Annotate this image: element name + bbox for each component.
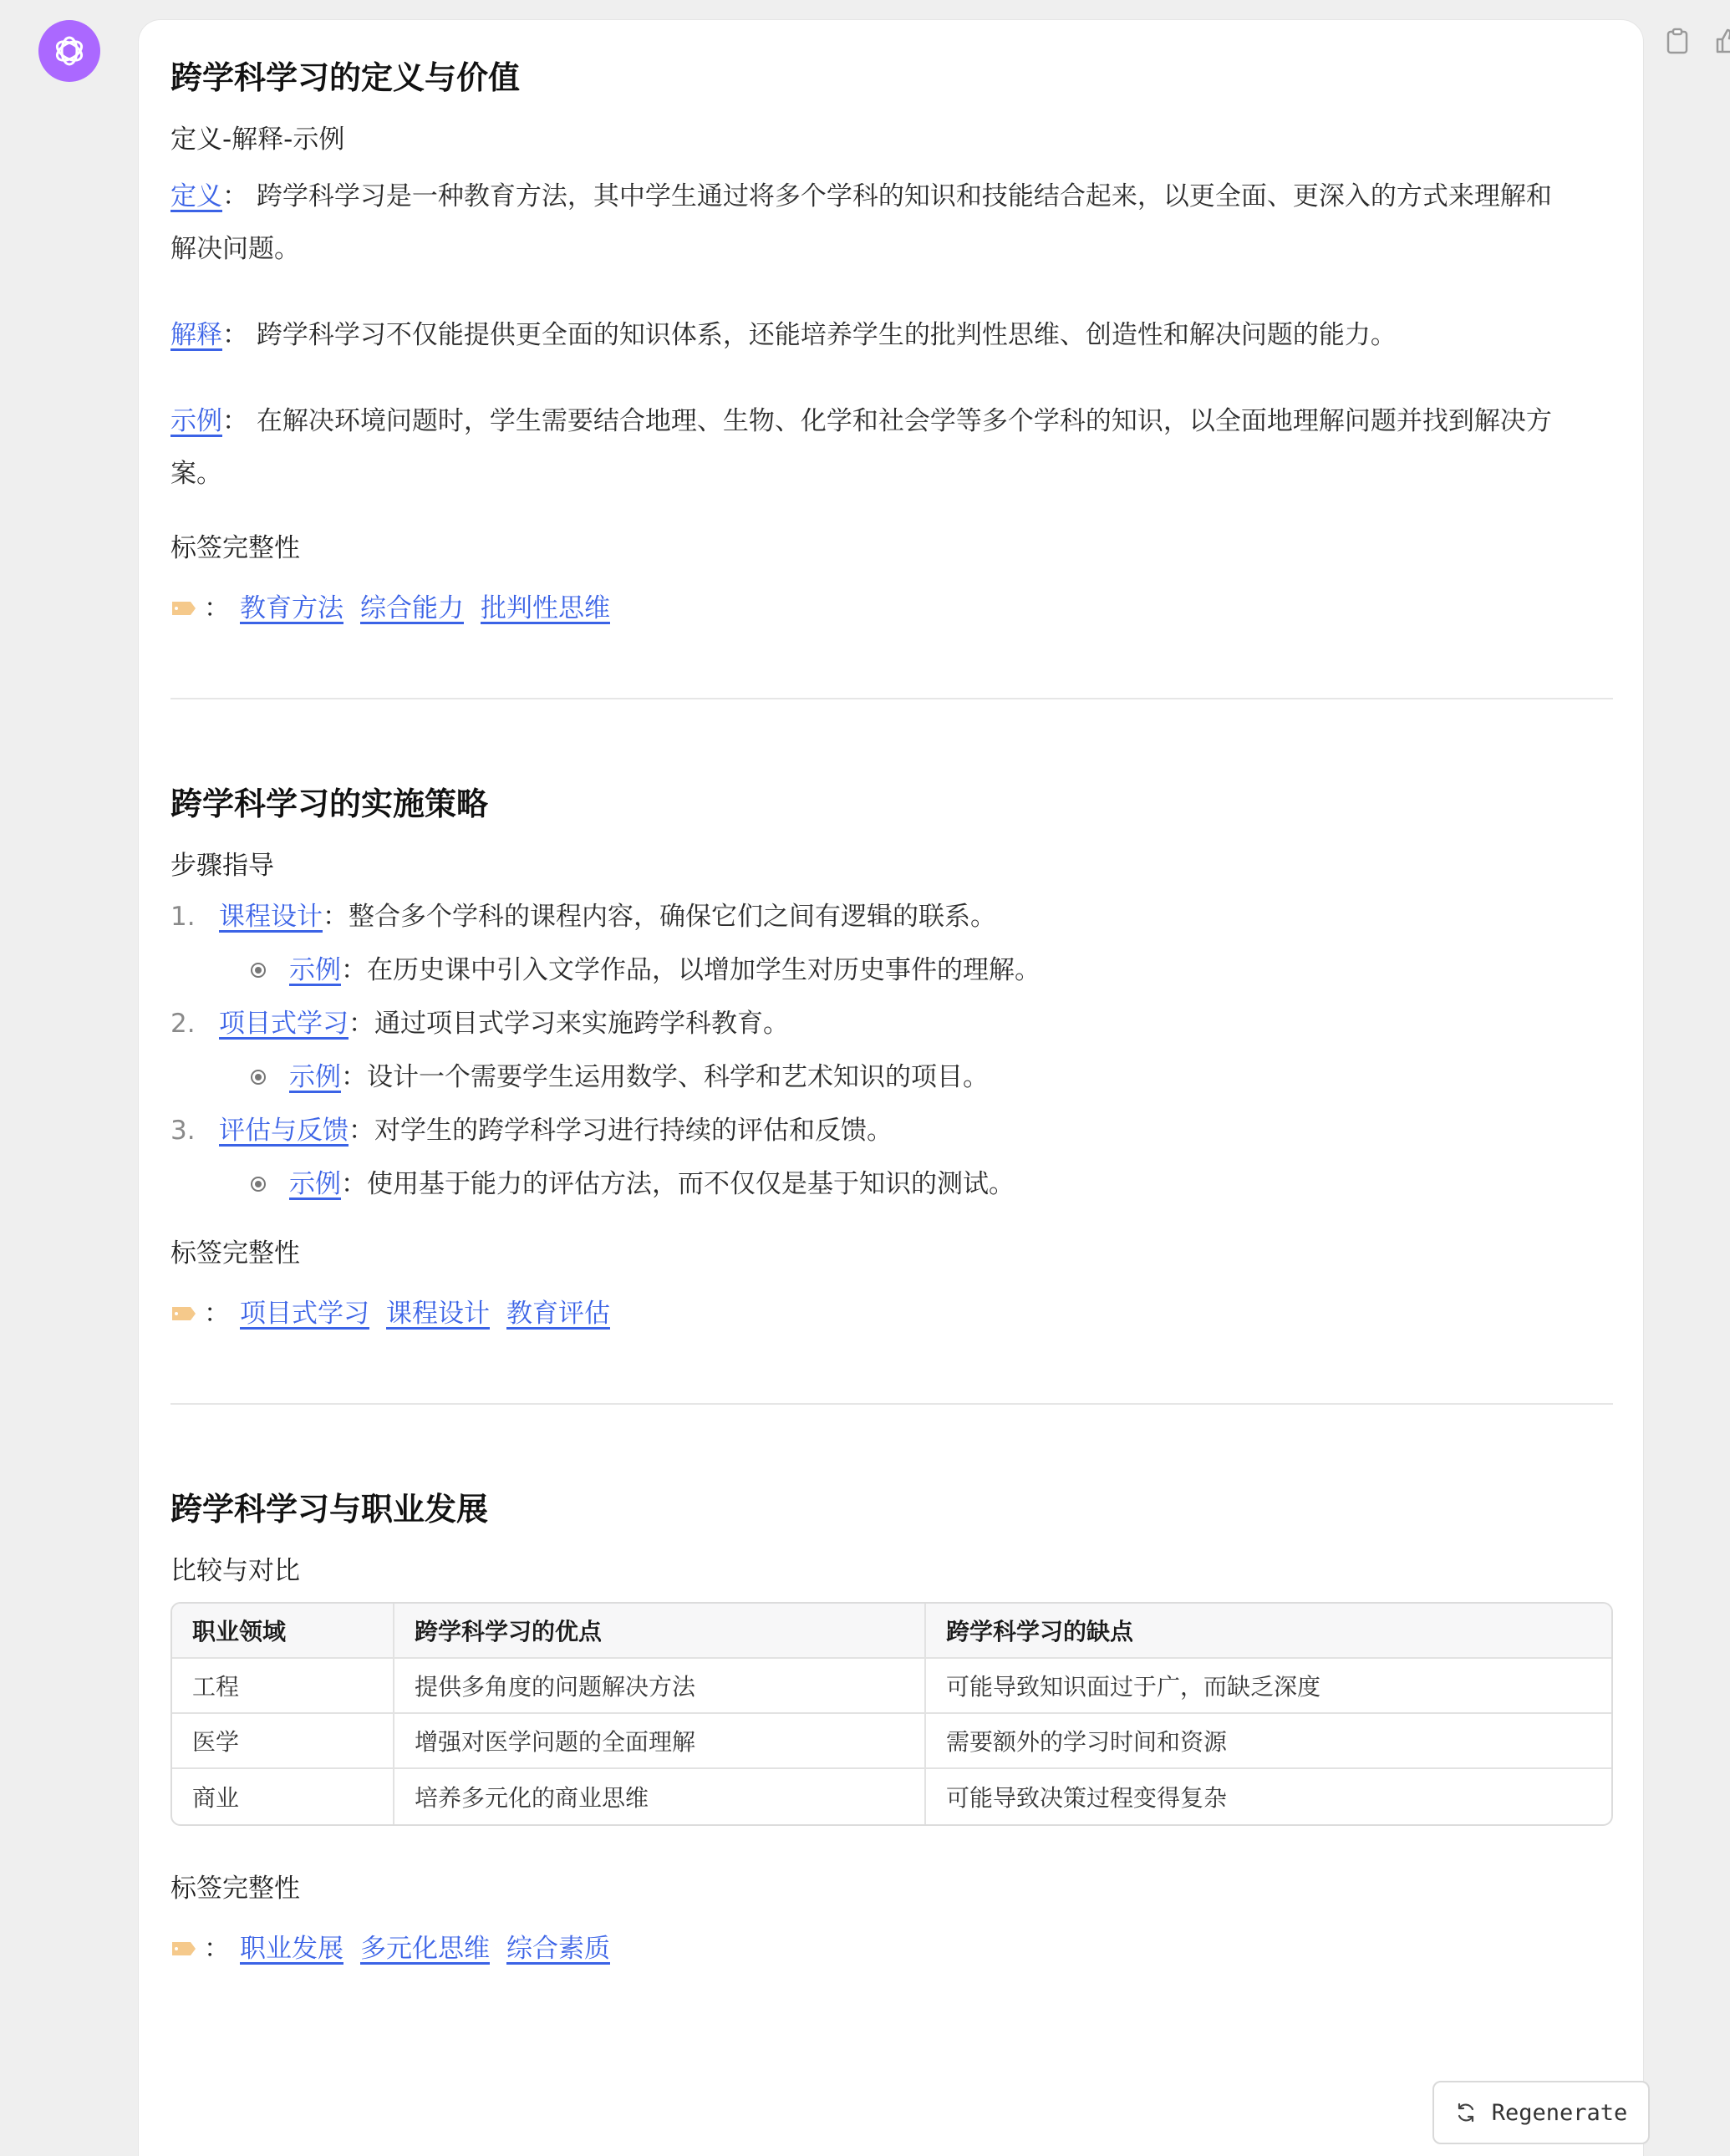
example-text-cont: 案。 [170,459,222,489]
step-example [170,943,1613,997]
table-cell: 医学 [172,1714,394,1769]
thumbs-up-icon[interactable] [1713,27,1730,55]
table-row [172,1659,1611,1714]
tag-link[interactable]: 项目式学习 [240,1299,369,1329]
label-separator: ： [349,1116,374,1146]
tag-link[interactable]: 教育评估 [506,1299,610,1329]
section-heading-career: 跨学科学习与职业发展 [170,1491,489,1528]
table-header-cell: 职业领域 [172,1604,394,1659]
table-cell: 工程 [172,1659,394,1714]
table-cell: 商业 [172,1769,394,1824]
clipboard-icon[interactable] [1663,27,1692,55]
label-separator: ： [323,902,349,932]
step-text: 对学生的跨学科学习进行持续的评估和反馈。 [374,1116,893,1146]
step-text: 通过项目式学习来实施跨学科教育。 [374,1009,789,1039]
assistant-avatar [38,20,100,82]
example-link[interactable]: 示例 [289,955,341,985]
tag-list [170,1294,1613,1333]
tag-separator: ： [204,1934,230,1964]
step-item [170,1104,1613,1157]
table-cell: 培养多元化的商业思维 [394,1769,926,1824]
tag-list [170,589,1613,628]
openai-logo-icon [50,32,89,70]
example-link[interactable]: 示例 [170,406,222,436]
regenerate-button[interactable] [1432,2081,1650,2144]
label-tag-icon [170,600,197,617]
explanation-paragraph [170,309,1613,362]
tag-link[interactable]: 批判性思维 [481,593,610,623]
section-heading-definition: 跨学科学习的定义与价值 [170,59,521,96]
label-separator: ： [341,1062,367,1092]
explanation-link[interactable]: 解释 [170,320,222,350]
table-cell: 可能导致决策过程变得复杂 [946,1784,1228,1812]
table-header-cell: 跨学科学习的优点 [394,1604,926,1659]
definition-text-cont: 解决问题。 [170,234,300,264]
tag-link[interactable]: 课程设计 [386,1299,490,1329]
step-link[interactable]: 项目式学习 [219,1009,349,1039]
message-content [170,53,1613,1968]
step-number: 2. [170,1009,196,1039]
step-example [170,1157,1613,1211]
table-header-row [172,1604,1611,1659]
table-cell: 提供多角度的问题解决方法 [394,1659,926,1714]
step-item [170,890,1613,943]
step-link[interactable]: 课程设计 [219,902,323,932]
step-text: 整合多个学科的课程内容，确保它们之间有逻辑的联系。 [349,902,996,932]
regenerate-label: Regenerate [1491,2099,1628,2126]
step-item [170,997,1613,1050]
definition-text: 跨学科学习是一种教育方法，其中学生通过将多个学科的知识和技能结合起来，以更全面、更深入的方式来理解和 [256,181,1552,211]
comparison-table [170,1602,1613,1826]
table-row [172,1769,1611,1824]
step-list [170,890,1613,1211]
tags-heading: 标签完整性 [170,1874,300,1904]
label-tag-icon [170,1305,197,1322]
table-header-cell: 跨学科学习的缺点 [926,1604,1611,1659]
label-separator: ： [222,320,257,350]
tag-separator: ： [204,1299,230,1329]
definition-paragraph [170,170,1613,276]
section-subheading: 步骤指导 [170,851,274,881]
label-separator: ： [222,181,257,211]
definition-link[interactable]: 定义 [170,181,222,211]
table-row [172,1714,1611,1769]
refresh-icon [1455,2102,1477,2123]
tag-link[interactable]: 教育方法 [240,593,343,623]
section-divider [170,1403,1613,1405]
step-example [170,1050,1613,1104]
bullet-icon [251,1070,266,1085]
step-link[interactable]: 评估与反馈 [219,1116,349,1146]
label-separator: ： [349,1009,374,1039]
section-divider [170,698,1613,699]
tags-heading: 标签完整性 [170,1238,300,1269]
message-actions [1663,27,1730,55]
tag-list [170,1930,1613,1968]
explanation-text: 跨学科学习不仅能提供更全面的知识体系，还能培养学生的批判性思维、创造性和解决问题的能力。 [256,320,1397,350]
step-example-text: 设计一个需要学生运用数学、科学和艺术知识的项目。 [367,1062,989,1092]
step-number: 3. [170,1116,196,1146]
example-link[interactable]: 示例 [289,1062,341,1092]
bullet-icon [251,1177,266,1192]
table-cell: 可能导致知识面过于广，而缺乏深度 [926,1659,1611,1714]
example-link[interactable]: 示例 [289,1169,341,1199]
tag-separator: ： [204,593,230,623]
bullet-icon [251,963,266,978]
label-tag-icon [170,1940,197,1957]
label-separator: ： [341,1169,367,1199]
section-subheading: 比较与对比 [170,1556,300,1586]
table-cell: 增强对医学问题的全面理解 [394,1714,926,1769]
label-separator: ： [341,955,367,985]
tag-link[interactable]: 职业发展 [240,1934,343,1964]
step-example-text: 使用基于能力的评估方法，而不仅仅是基于知识的测试。 [367,1169,1015,1199]
table-cell: 需要额外的学习时间和资源 [926,1714,1611,1769]
tag-link[interactable]: 综合能力 [360,593,464,623]
step-example-text: 在历史课中引入文学作品，以增加学生对历史事件的理解。 [367,955,1041,985]
example-paragraph [170,395,1613,501]
step-number: 1. [170,902,196,932]
section-heading-strategy: 跨学科学习的实施策略 [170,786,489,822]
tag-link[interactable]: 多元化思维 [360,1934,490,1964]
tags-heading: 标签完整性 [170,533,300,563]
section-subheading: 定义-解释-示例 [170,125,345,155]
tag-link[interactable]: 综合素质 [506,1934,610,1964]
label-separator: ： [222,406,257,436]
example-text: 在解决环境问题时，学生需要结合地理、生物、化学和社会学等多个学科的知识，以全面地理解问题并找到解决方 [256,406,1552,436]
